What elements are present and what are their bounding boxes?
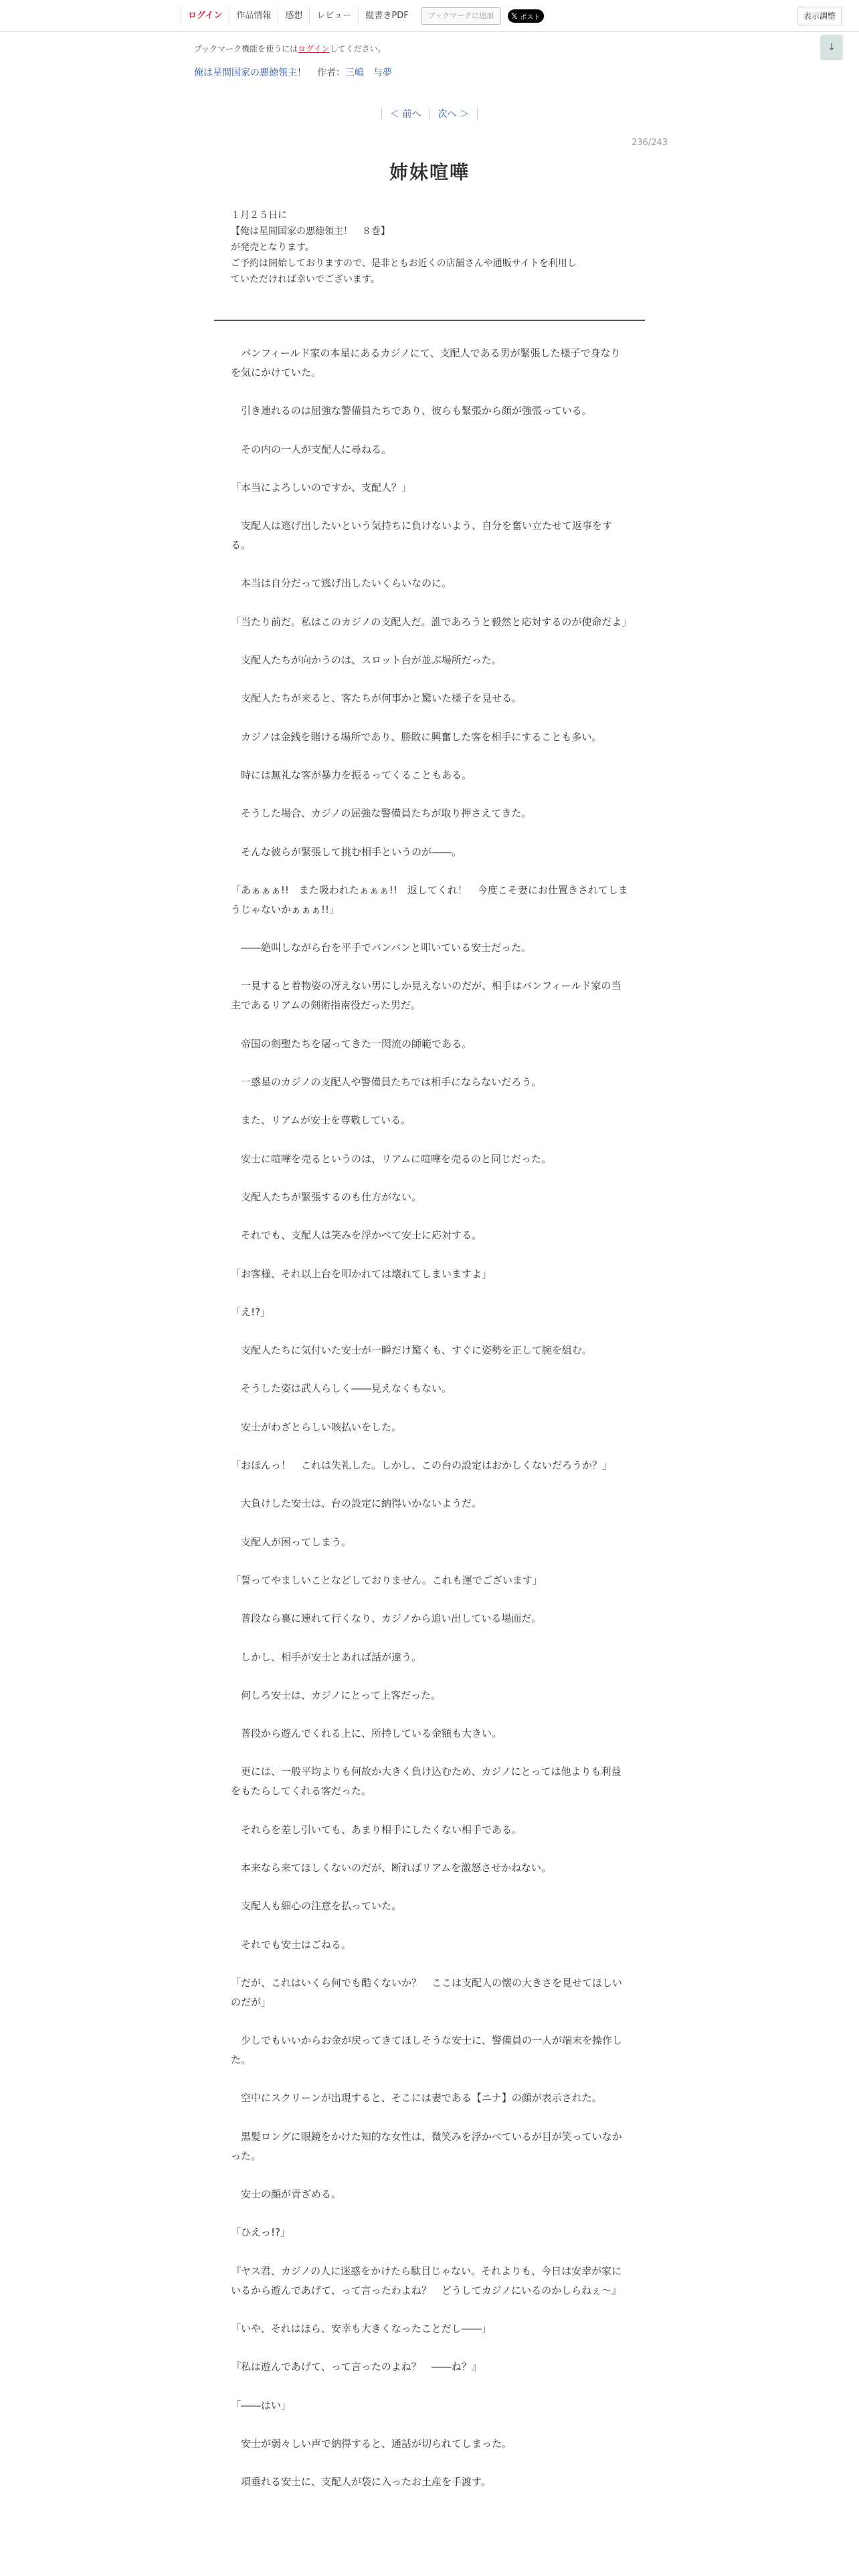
preface-line: ていただければ幸いでございます。 (231, 274, 380, 285)
novel-paragraph: 「いや、それはほら、安幸も大きくなったことだし――」 (231, 2322, 492, 2335)
novel-paragraph: 「本当によろしいのですか、支配人？」 (231, 481, 412, 494)
novel-paragraph: また、リアムが安士を尊敬している。 (231, 1114, 411, 1127)
novel-paragraph: 安士の顔が青ざめる。 (231, 2188, 342, 2201)
vertical-pdf-link[interactable]: 縦書きPDF (358, 7, 415, 25)
novel-paragraph: そうした場合、カジノの屈強な警備員たちが取り押さえてきた。 (231, 807, 532, 820)
notice-suffix: してください。 (329, 44, 386, 53)
author-preface (231, 207, 632, 288)
global-header (0, 0, 859, 32)
novel-paragraph: 何しろ安士は、カジノにとって上客だった。 (231, 1689, 442, 1701)
novel-paragraph: 一惑星のカジノの支配人や警備員たちでは相手にならないだろう。 (231, 1076, 542, 1089)
novel-paragraph: そうした姿は武人らしく――見えなくもない。 (231, 1382, 452, 1395)
novel-paragraph: 普段から遊んでくれる上に、所持している金額も大きい。 (231, 1727, 502, 1740)
preface-line: 【俺は星間国家の悪徳領主！ ８巻】 (231, 226, 390, 237)
novel-paragraph: 支配人も細心の注意を払っていた。 (231, 1900, 402, 1913)
novel-paragraph: 「――はい」 (231, 2399, 292, 2411)
novel-paragraph: 安士が弱々しい声で納得すると、通話が切られてしまった。 (231, 2437, 512, 2450)
novel-paragraph: 『ヤス君、カジノの人に迷惑をかけたら駄目じゃない。それよりも、今日は安幸が家にいるから遊んであげて、って言ったわよね？ どうしてカジノにいるのかしらねぇ～』 (231, 2264, 622, 2296)
author-name-link[interactable]: 三嶋 与夢 (345, 68, 392, 78)
author-label: 作者： (317, 68, 345, 78)
novel-paragraph: 本当は自分だって逃げ出したいくらいなのに。 (231, 577, 452, 590)
prev-episode-link[interactable]: ＜ 前へ (390, 109, 421, 120)
novel-paragraph: 「あぁぁぁ!! また吸われたぁぁぁ!! 返してくれ！ 今度こそ妻にお仕置きされてしまうじゃないかぁぁぁ!!」 (231, 883, 628, 916)
novel-paragraph: それらを差し引いても、あまり相手にしたくない相手である。 (231, 1823, 522, 1836)
arrow-down-icon: ↓ (828, 42, 836, 53)
series-title-link[interactable]: 俺は星間国家の悪徳領主！ (194, 68, 306, 78)
novel-paragraph: その内の一人が支配人に尋ねる。 (231, 443, 392, 455)
scroll-down-button[interactable] (820, 35, 843, 60)
novel-paragraph: ――絶叫しながら台を平手でバンバンと叩いている安士だった。 (231, 942, 531, 954)
novel-paragraph: 本来なら来てほしくないのだが、断ればリアムを激怒させかねない。 (231, 1861, 551, 1874)
novel-paragraph: 支配人たちが緊張するのも仕方がない。 (231, 1190, 422, 1203)
novel-paragraph: しかし、相手が安士とあれば話が違う。 (231, 1650, 422, 1663)
novel-paragraph: 「おほんっ！ これは失礼した。しかし、この台の設定はおかしくないだろうか？」 (231, 1459, 613, 1472)
novel-paragraph: 引き連れるのは屈強な警備員たちであり、彼らも緊張から顔が強張っている。 (231, 405, 592, 417)
login-link[interactable]: ログイン (181, 7, 229, 25)
novel-paragraph: 「お客様、それ以上台を叩かれては壊れてしまいますよ」 (231, 1267, 492, 1280)
novel-paragraph: カジノは金銭を賭ける場所であり、勝敗に興奮した客を相手にすることも多い。 (231, 730, 602, 743)
novel-paragraph: 「だが、これはいくら何でも酷くないか？ ここは支配人の懐の大きさを見せてほしいのだが」 (231, 1976, 623, 2008)
x-post-label: ポスト (520, 13, 541, 21)
novel-paragraph: 支配人たちが向かうのは、スロット台が並ぶ場所だった。 (231, 654, 502, 667)
next-episode-link[interactable]: 次へ ＞ (438, 109, 469, 120)
novel-paragraph: 少しでもいいからお金が戻ってきてほしそうな安士に、警備員の一人が端末を操作した。 (231, 2034, 623, 2066)
novel-paragraph: 「当たり前だ。私はこのカジノの支配人だ。誰であろうと毅然と応対するのが使命だよ」 (231, 615, 632, 628)
impressions-link[interactable]: 感想 (278, 7, 309, 25)
novel-paragraph: 支配人たちが来ると、客たちが何事かと驚いた様子を見せる。 (231, 692, 522, 705)
notice-prefix: ブックマーク機能を使うには (194, 44, 298, 53)
review-link[interactable]: レビュー (309, 7, 358, 25)
novel-paragraph: 『私は遊んであげて、って言ったのよね？ ――ね？』 (231, 2361, 482, 2373)
novel-paragraph: 支配人は逃げ出したいという気持ちに負けないよう、自分を奮い立たせて返事をする。 (231, 520, 613, 552)
novel-paragraph: それでも、支配人は笑みを浮かべて安士に応対する。 (231, 1229, 482, 1242)
chapter-title: 姉妹喧嘩 (389, 161, 470, 183)
preface-line: １月２５日に (231, 210, 287, 221)
novel-paragraph: 「え!?」 (231, 1305, 270, 1318)
novel-paragraph: バンフィールド家の本星にあるカジノにて、支配人である男が緊張した様子で身なりを気にかけていた。 (231, 347, 621, 379)
novel-paragraph: それでも安士はごねる。 (231, 1938, 352, 1951)
novel-paragraph: 項垂れる安士に、支配人が袋に入ったお土産を手渡す。 (231, 2476, 491, 2488)
novel-paragraph: 安士に喧嘩を売るというのは、リアムに喧嘩を売るのと同じだった。 (231, 1152, 551, 1165)
novel-paragraph: 安士がわざとらしい咳払いをした。 (231, 1420, 402, 1433)
series-info (194, 66, 392, 79)
pager-divider (477, 108, 478, 120)
preface-divider (214, 320, 645, 321)
preface-line: が発売となります。 (231, 242, 314, 253)
novel-paragraph: 大負けした安士は、台の設定に納得いかないようだ。 (231, 1497, 482, 1510)
login-notice (194, 43, 386, 54)
works-info-link[interactable]: 作品情報 (229, 7, 278, 25)
novel-paragraph: 空中にスクリーンが出現すると、そこには妻である【ニナ】の顔が表示された。 (231, 2092, 602, 2105)
novel-body (231, 344, 632, 2510)
novel-paragraph: 普段なら裏に連れて行くなり、カジノから追い出している場面だ。 (231, 1612, 542, 1625)
episode-counter: 236/243 (632, 138, 668, 148)
x-post-button[interactable] (508, 9, 544, 23)
header-nav (181, 7, 544, 25)
novel-paragraph: 帝国の剣聖たちを屠ってきた一閃流の師範である。 (231, 1037, 472, 1050)
novel-paragraph: 一見すると着物姿の冴えない男にしか見えないのだが、相手はバンフィールド家の当主であるリアムの剣術指南役だった男だ。 (231, 980, 622, 1012)
preface-line: ご予約は開始しておりますので、是非ともお近くの店舗さんや通販サイトを利用し (231, 258, 577, 269)
notice-login-link[interactable]: ログイン (298, 44, 330, 53)
add-bookmark-button[interactable]: ブックマークに追加 (421, 7, 501, 25)
novel-paragraph: 更には、一般平均よりも何故か大きく負け込むため、カジノにとっては他よりも利益をもたらしてくれる客だった。 (231, 1765, 622, 1798)
novel-paragraph: そんな彼らが緊張して挑む相手というのが――。 (231, 845, 462, 858)
novel-paragraph: 「ひえっ!?」 (231, 2226, 290, 2239)
novel-paragraph: 黒髪ロングに眼鏡をかけた知的な女性は、微笑みを浮かべているが目が笑っていなかった。 (231, 2130, 622, 2162)
novel-paragraph: 「誓ってやましいことなどしておりません。これも運でございます」 (231, 1574, 543, 1586)
novel-paragraph: 時には無礼な客が暴力を振るってくることもある。 (231, 768, 472, 781)
novel-paragraph: 支配人が困ってしまう。 (231, 1535, 352, 1548)
novel-paragraph: 支配人たちに気付いた安士が一瞬だけ驚くも、すぐに姿勢を正して腕を組む。 (231, 1344, 593, 1357)
episode-pager (0, 107, 859, 120)
display-settings-button[interactable]: 表示調整 (797, 7, 842, 25)
x-logo-icon: 𝕏 (511, 11, 518, 21)
